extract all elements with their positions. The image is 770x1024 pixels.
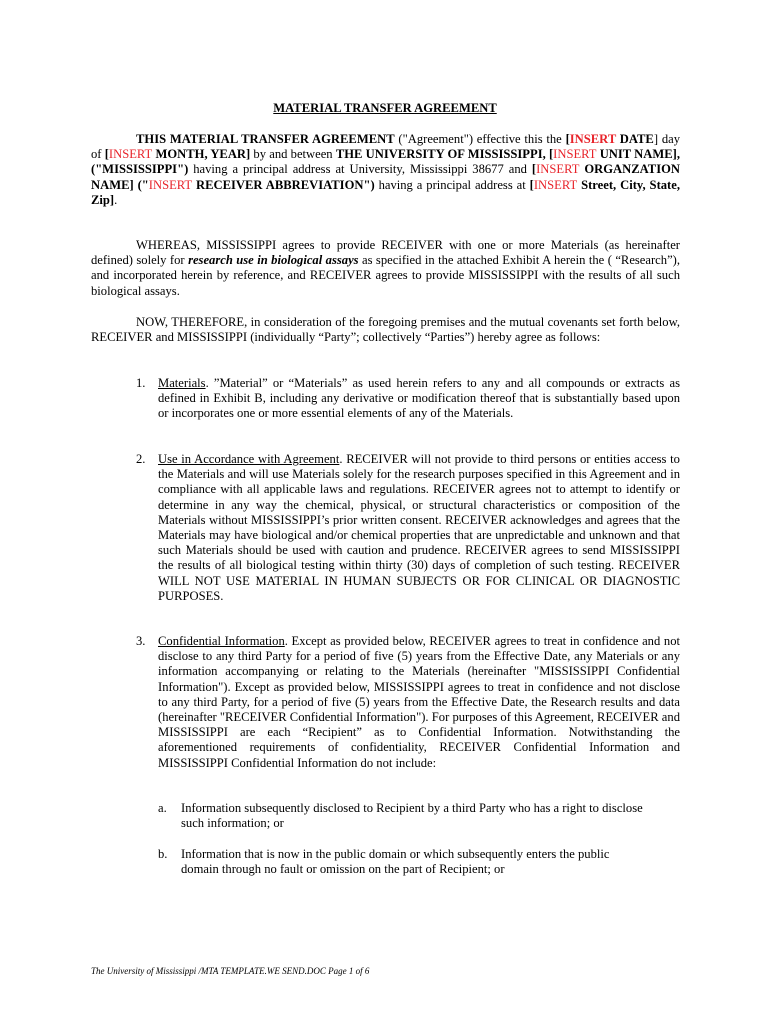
intro-text: having a principal address at University, Mississippi 38677 and [188, 162, 532, 177]
section-number: 1. [136, 376, 146, 390]
subitem-text: Information subsequently disclosed to Recipient by a third Party who has a right to disclose such information; or [181, 801, 643, 831]
insert-placeholder: INSERT [108, 147, 153, 162]
intro-bracket: [ [529, 177, 534, 192]
subitem-letter: a. [158, 801, 167, 815]
section-materials [136, 376, 680, 422]
section-body: . ”Material” or “Materials” as used herein refers to any and all compounds or extracts as defined in Exhibit B, including any derivative or modification thereof that is substantially based upon or incorporates one or more essential elements of any of the Materials. [158, 376, 680, 421]
intro-lead: THIS MATERIAL TRANSFER AGREEMENT [136, 132, 395, 146]
whereas-text: as specified in the attached Exhibit A herein the ( “Research”), and incorporated herein by reference, and RECEIVER agrees to provide MISSISSIPPI with the results of all such biological assays. [91, 253, 681, 298]
section-confidential-information [136, 634, 680, 771]
now-therefore-paragraph: NOW, THEREFORE, in consideration of the foregoing premises and the mutual covenants set forth below, RECEIVER and MISSISSIPPI (individually “Party”; collectively “Parties”) hereby agree as follows: [91, 315, 680, 345]
whereas-text: WHEREAS, MISSISSIPPI agrees to provide RECEIVER with one or more Materials (as hereinafter defined) solely for [91, 238, 680, 268]
subitem-letter: b. [158, 847, 168, 861]
section-body: . RECEIVER will not provide to third persons or entities access to the Materials and will use Materials solely for the research purposes specified in this Agreement and in compliance with all applicable laws and regulations. RECEIVER agrees not to attempt to identify or determine in any way the chemical, physical, or structural characteristics or composition of the Materials without MISSISSIPPI’s prior written consent. RECEIVER acknowledges and agrees that the Materials may have biological and/or chemical properties that are unpredictable and unknown and that such Materials should be used with caution and prudence. RECEIVER agrees to send MISSISSIPPI the results of all biological testing within thirty (30) days of completion of such testing. RECEIVER WILL NOT USE MATERIAL IN HUMAN SUBJECTS OR FOR CLINICAL OR DIAGNOSTIC PURPOSES. [158, 452, 680, 603]
section-body: . Except as provided below, RECEIVER agrees to treat in confidence and not disclose to any third Party for a period of five (5) years from the Effective Date, any Materials or any information accompanying or relating to the Materials (hereinafter "MISSISSIPPI Confidential Information"). Except as provided below, MISSISSIPPI agrees to treat in confidence and not disclose to any third Party, for a period of five (5) years from the Effective Date, the Research results and data (hereinafter "RECEIVER Confidential Information"). For purposes of this Agreement, RECEIVER and MISSISSIPPI are each “Recipient” as to Confidential Information. Notwithstanding the aforementioned requirements of confidentiality, RECEIVER Confidential Information and MISSISSIPPI Confidential Information do not include: [158, 634, 680, 770]
intro-org-name: ORGANZATION NAME] (" [91, 162, 680, 192]
intro-text: ("Agreement") effective this the [394, 132, 566, 146]
intro-address: Street, City, State, Zip] [91, 177, 680, 207]
section-number: 2. [136, 452, 146, 466]
subitem-b [158, 847, 644, 877]
section-heading: Confidential Information [158, 634, 285, 648]
insert-placeholder: INSERT [533, 177, 578, 192]
subitem-text: Information that is now in the public domain or which subsequently enters the public domain through no fault or omission on the part of Recipient; or [181, 847, 610, 877]
section-heading: Materials [158, 376, 206, 390]
page-footer: The University of Mississippi /MTA TEMPLATE.WE SEND.DOC Page 1 of 6 [91, 966, 370, 976]
whereas-emphasis: research use in biological assays [188, 253, 359, 268]
insert-placeholder: INSERT [536, 162, 580, 177]
section-use-in-accordance [136, 452, 680, 604]
intro-month-year: MONTH, YEAR] [152, 147, 251, 162]
intro-university: THE UNIVERSITY OF MISSISSIPPI, [ [335, 147, 554, 162]
intro-text: . [114, 192, 118, 207]
section-number: 3. [136, 634, 146, 648]
whereas-paragraph [91, 238, 680, 299]
intro-text: by and between [250, 147, 336, 162]
insert-placeholder: INSERT [553, 147, 597, 162]
intro-bracket: [ [104, 147, 109, 162]
intro-text: having a principal address at [374, 177, 530, 192]
document-title: MATERIAL TRANSFER AGREEMENT [273, 101, 497, 115]
intro-text: ] day of [91, 132, 681, 162]
insert-placeholder: INSERT [569, 132, 616, 146]
intro-unit-name: UNIT NAME], ("MISSISSIPPI") [91, 147, 680, 177]
intro-bracket: [ [565, 132, 570, 146]
intro-paragraph [91, 132, 680, 208]
insert-placeholder: INSERT [148, 177, 193, 192]
section-heading: Use in Accordance with Agreement [158, 452, 340, 466]
intro-receiver-abbrev: RECEIVER ABBREVIATION") [192, 177, 375, 192]
subitem-a [158, 801, 644, 831]
intro-date: DATE [616, 132, 654, 146]
intro-bracket: [ [531, 162, 537, 177]
